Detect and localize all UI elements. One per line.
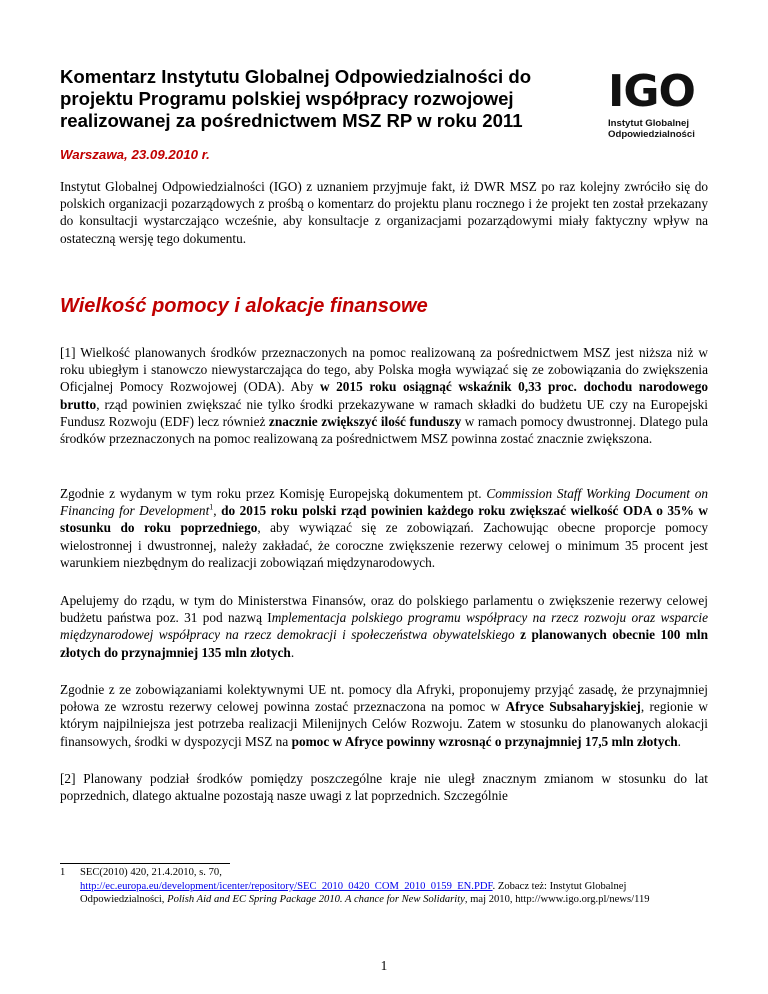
footnote-link[interactable]: http://ec.europa.eu/development/icenter/repository/SEC_2010_0420_COM_2010_0159_EN.PDF bbox=[80, 880, 493, 892]
p4-bold-region: Afryce Subsaharyjskiej bbox=[505, 699, 641, 715]
p4-text-e: . bbox=[677, 733, 681, 749]
logo-mark: IGO bbox=[608, 66, 695, 117]
paragraph-4 bbox=[60, 681, 708, 750]
p3-text-a: Apelujemy do rządu, w tym do Ministerstwa Finansów, oraz do polskiego parlamentu o zwiększenie rezerwy celowej budżetu państwa poz. 31 pod nazwą I bbox=[60, 593, 708, 626]
page-title: Komentarz Instytutu Globalnej Odpowiedzialności do projektu Programu polskiej współpracy rozwojowej realizowanej za pośrednictwem MSZ RP w roku 2011 bbox=[60, 66, 532, 131]
footnote-divider bbox=[60, 863, 230, 864]
footnote-text-b: . Zobacz też: Instytut Globalnej Odpowiedzialności, bbox=[80, 880, 627, 906]
p2-text-a: Zgodnie z wydanym w tym roku przez Komisję Europejską dokumentem pt. bbox=[60, 486, 487, 501]
p3-italic-program: mplementacja polskiego programu współpracy na rzecz rozwoju oraz wsparcie międzynarodowej współpracy na rzecz demokracji i społeczeństwa obywatelskiego bbox=[60, 610, 708, 643]
paragraph-3 bbox=[60, 592, 708, 661]
logo-line-2: Odpowiedzialności bbox=[608, 129, 695, 140]
logo-line-1: Instytut Globalnej bbox=[608, 118, 690, 129]
p3-bold-amount: z planowanych obecnie 100 mln złotych do przynajmniej 135 mln złotych bbox=[60, 627, 708, 660]
p2-bold-oda: do 2015 roku polski rząd powinien każdego roku zwiększać wielkość ODA o 35% w stosunku do roku poprzedniego bbox=[60, 503, 709, 536]
p2-text-e: , aby wywiązać się ze zobowiązań. Zachowując obecne proporcje pomocy wielostronnej i dwustronnej, należy zakładać, że coroczne zwiększenie rezerwy celowej o minimum 35 procent jest warunkiem niezbędnym do realizacji zobowiązań międzynarodowych. bbox=[60, 520, 709, 570]
footnote-text-a: SEC(2010) 420, 21.4.2010, s. 70, bbox=[80, 867, 222, 878]
page-number: 1 bbox=[380, 958, 388, 973]
logo-subtitle bbox=[608, 118, 728, 140]
p1-bold-target: w 2015 roku osiągnąć wskaźnik 0,33 proc. dochodu narodowego brutto bbox=[60, 379, 708, 412]
footnote-italic-title: Polish Aid and EC Spring Package 2010. A chance for New Solidarity bbox=[167, 894, 465, 906]
footnote bbox=[60, 866, 708, 907]
igo-logo bbox=[608, 66, 728, 150]
p4-bold-africa: pomoc w Afryce powinny wzrosnąć o przynajmniej 17,5 mln złotych bbox=[291, 733, 678, 749]
footnote-number: 1 bbox=[60, 867, 66, 878]
paragraph-1 bbox=[60, 344, 708, 447]
footnote-ref[interactable]: 1 bbox=[209, 502, 214, 512]
p1-text-e: w ramach pomocy dwustronnej. Dlatego pula środków przeznaczonych na pomoc realizowaną za pośrednictwem MSZ powinna zostać znacznie zwiększona. bbox=[60, 413, 708, 447]
p1-text-c: , rząd powinien zwiększać nie tylko środki przekazywane w ramach składki do budżetu UE czy na Europejski Fundusz Rozwoju (EDF) lecz również bbox=[60, 396, 708, 429]
footnote-text-d: , maj 2010, http://www.igo.org.pl/news/119 bbox=[464, 894, 650, 906]
document-date: Warszawa, 23.09.2010 r. bbox=[60, 147, 210, 162]
p4-text-c: , regionie w którym najpilniejsza jest potrzeba realizacji Milenijnych Celów Rozwoju. Zatem w stosunku do planowanych alokacji finansowych, środki w dyspozycji MSZ na bbox=[60, 699, 708, 749]
paragraph-5: [2] Planowany podział środków pomiędzy poszczególne kraje nie uległ znacznym zmianom w stosunku do lat poprzednich, dlatego aktualne pozostają nasze uwagi z lat poprzednich. Szczególnie bbox=[60, 771, 708, 804]
p2-text-c: , bbox=[213, 503, 222, 519]
section-heading: Wielkość pomocy i alokacje finansowe bbox=[60, 295, 428, 317]
footnote-body bbox=[80, 866, 708, 907]
p2-italic-title: Commission Staff Working Document on Financing for Development bbox=[60, 486, 709, 519]
p4-text-a: Zgodnie z ze zobowiązaniami kolektywnymi UE nt. pomocy dla Afryki, proponujemy przyjąć zasadę, że przynajmniej połowa ze wzrostu rezerwy celowej powinna zostać przeznaczona na pomoc w bbox=[60, 682, 708, 715]
paragraph-2 bbox=[60, 485, 708, 571]
intro-paragraph: Instytut Globalnej Odpowiedzialności (IGO) z uznaniem przyjmuje fakt, iż DWR MSZ po raz kolejny zwróciło się do polskich organizacji pozarządowych z prośbą o komentarz do projektu planu rocznego i że projekt ten został przekazany do konsultacji wystarczająco wcześnie, aby konsultacje z organizacjami pozarządowymi miały faktyczny wpływ na ostateczną wersję tego dokumentu. bbox=[60, 179, 708, 246]
p1-text-a: [1] Wielkość planowanych środków przeznaczonych na pomoc realizowaną za pośrednictwem MSZ jest niższa niż w roku ubiegłym i stanowczo niewystarczająca do tego, aby Polska mogła wywiązać się ze zobowiązania do zwiększenia Oficjalnej Pomocy Rozwojowej (ODA). Aby bbox=[60, 345, 708, 395]
p3-text-e: . bbox=[290, 644, 295, 660]
p1-bold-increase: znacznie zwiększyć ilość funduszy bbox=[268, 413, 462, 429]
